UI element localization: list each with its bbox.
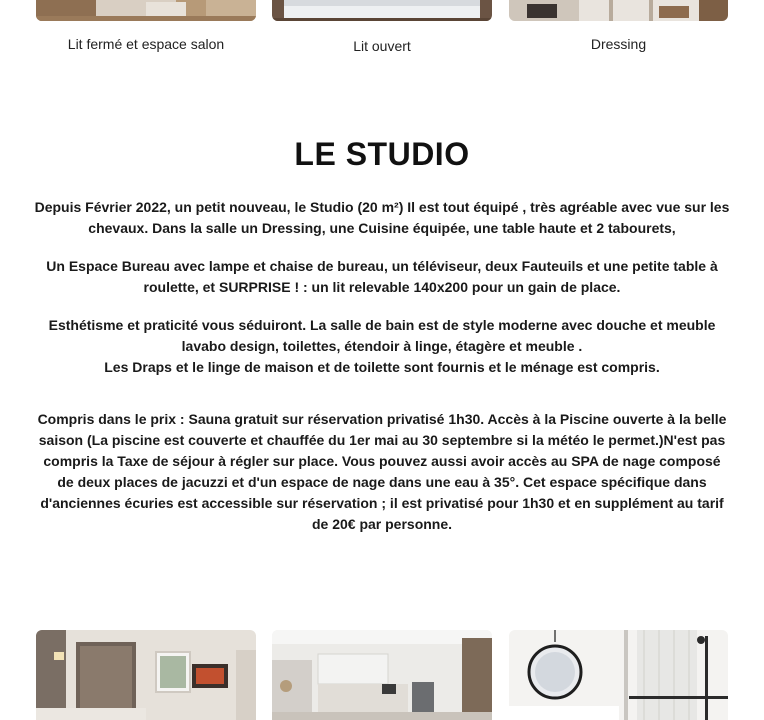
photo-dressing-image — [509, 0, 728, 21]
photo-lit-ouvert[interactable] — [272, 0, 492, 21]
photo-lit-ferme-image — [36, 0, 256, 21]
description-paragraph-1 — [30, 197, 734, 239]
caption-dressing: Dressing — [590, 36, 647, 52]
paragraph-4-text: Compris dans le prix : Sauna gratuit sur réservation privatisé 1h30. Accès à la Piscine ouverte à la belle saison (La piscine est couverte et chauffée du 1er mai au 30 septembre si la météo le permet.)N'est pas compris la Taxe de séjour à régler sur place. Vous pouvez aussi avoir accès au SPA de nage composé de deux places de jacuzzi et d'un espace de nage dans une eau à 35°. Cet espace spécifique dans d'anciennes écuries est accessible sur réservation ; il est privatisé pour 1h30 et en supplément au tarif de 20€ par personne. — [37, 411, 727, 532]
photo-dressing[interactable] — [509, 0, 728, 21]
description-paragraph-3 — [30, 315, 734, 378]
section-title: LE STUDIO — [294, 136, 470, 172]
caption-lit-ferme: Lit fermé et espace salon — [67, 36, 225, 52]
paragraph-2-text: Un Espace Bureau avec lampe et chaise de bureau, un téléviseur, deux Fauteuils et une petite table à roulette, et SURPRISE ! : un lit relevable 140x200 pour un gain de place. — [46, 258, 718, 295]
photo-studio-kitchen[interactable] — [272, 630, 492, 720]
paragraph-3-line-2: Les Draps et le linge de maison et de toilette sont fournis et le ménage est compris. — [104, 359, 660, 375]
photo-lit-ferme[interactable] — [36, 0, 256, 21]
included-in-price-paragraph — [36, 409, 728, 535]
paragraph-3-line-1: Esthétisme et praticité vous séduiront. La salle de bain est de style moderne avec douche et meuble lavabo design, toilettes, étendoir à linge, étagère et meuble . — [48, 317, 716, 354]
paragraph-1-text: Depuis Février 2022, un petit nouveau, le Studio (20 m²) Il est tout équipé , très agréable avec vue sur les chevaux. Dans la salle un Dressing, une Cuisine équipée, une table haute et 2 tabourets, — [34, 199, 730, 236]
photo-studio-kitchen-image — [272, 630, 492, 720]
photo-studio-bathroom-image — [509, 630, 728, 720]
photo-studio-bedroom[interactable] — [36, 630, 256, 720]
description-paragraph-2 — [30, 256, 734, 298]
photo-lit-ouvert-image — [272, 0, 492, 21]
caption-lit-ouvert: Lit ouvert — [353, 38, 411, 54]
photo-studio-bedroom-image — [36, 630, 256, 720]
photo-studio-bathroom[interactable] — [509, 630, 728, 720]
